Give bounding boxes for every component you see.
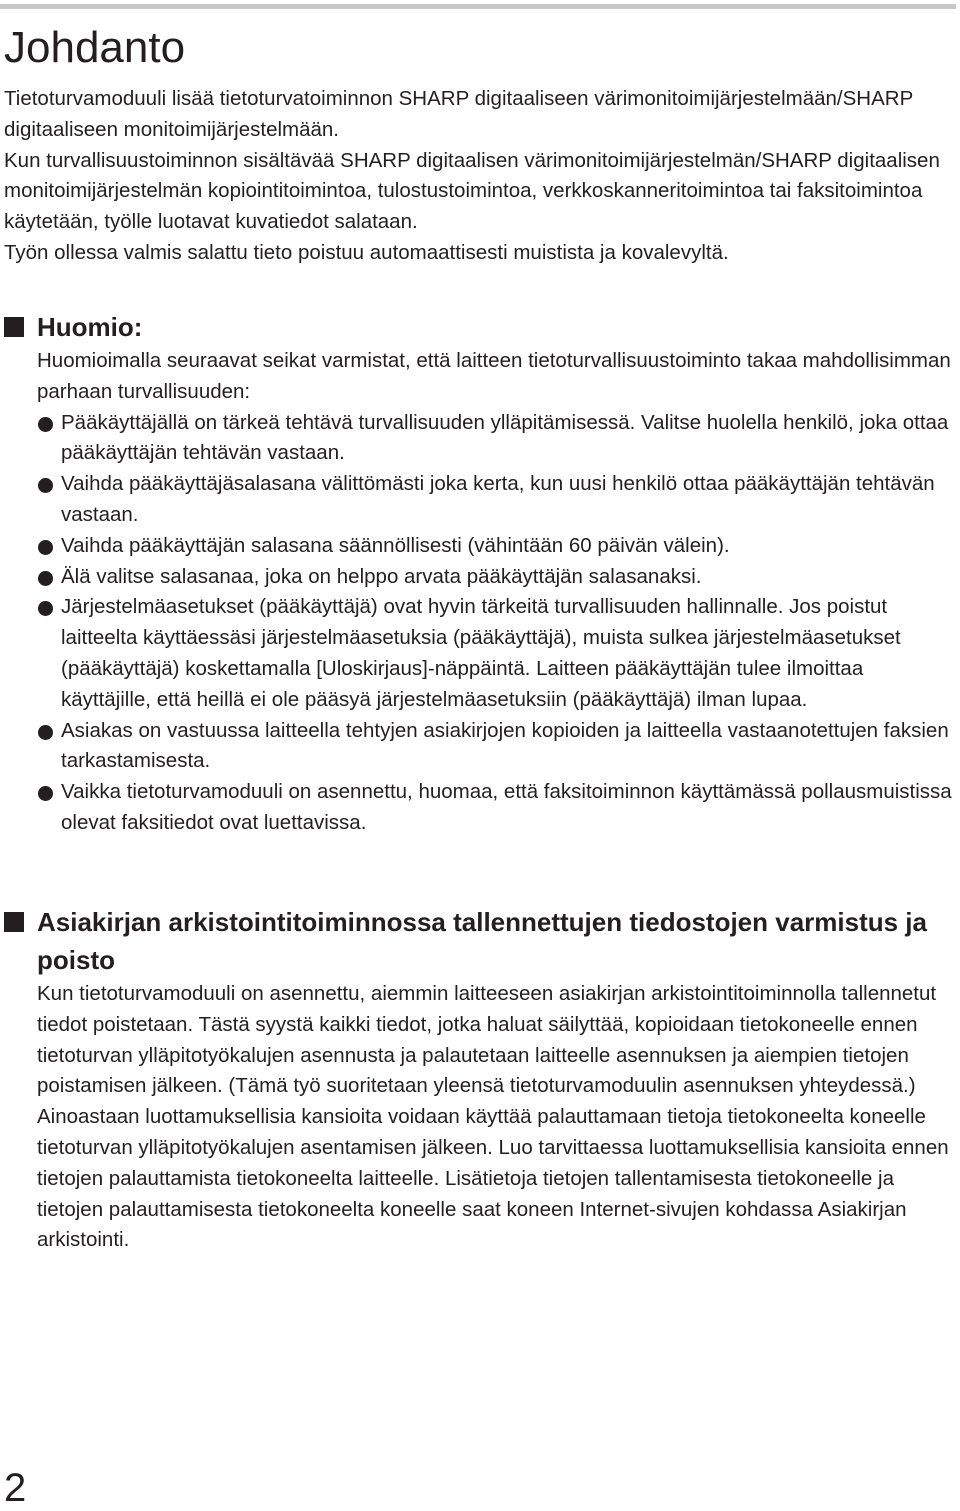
list-item-text: Vaihda pääkäyttäjäsalasana välittömästi joka kerta, kun uusi henkilö ottaa pääkäyttäjän tehtävän vastaan. xyxy=(61,472,935,526)
page-title: Johdanto xyxy=(4,23,186,72)
archive-paragraph: Ainoastaan luottamuksellisia kansioita voidaan käyttää palauttamaan tietoja tietokoneelta koneelle tietoturvan ylläpitotyökalujen asentamisen jälkeen. Luo tarvittaessa luottamuksellisia kansioita ennen tietojen palauttamista tietokoneelta laitteelle. Lisätietoja tietojen tallentamisesta tietokoneelle ja tietojen palauttamisesta tietokoneelta koneelle saat koneen Internet-sivujen kohdassa Asiakirjan arkistointi. xyxy=(37,1105,949,1252)
note-section xyxy=(4,308,956,839)
bullet-dot-icon xyxy=(38,417,53,432)
archive-heading-text: Asiakirjan arkistointitoiminnossa tallennettujen tiedostojen varmistus ja poisto xyxy=(37,907,927,975)
archive-section xyxy=(4,903,956,1256)
square-bullet-icon xyxy=(4,317,24,337)
archive-body xyxy=(4,979,956,1256)
bullet-dot-icon xyxy=(38,786,53,801)
list-item xyxy=(37,469,956,531)
list-item xyxy=(37,716,956,778)
list-item-text: Asiakas on vastuussa laitteella tehtyjen asiakirjojen kopioiden ja laitteella vastaanotettujen faksien tarkastamisesta. xyxy=(61,718,949,773)
note-bullet-list xyxy=(37,408,956,839)
page-number: 2 xyxy=(4,1466,27,1510)
list-item xyxy=(37,408,956,470)
list-item xyxy=(37,531,956,562)
bullet-dot-icon xyxy=(38,601,53,616)
intro-paragraph: Työn ollessa valmis salattu tieto poistuu automaattisesti muistista ja kovalevyltä. xyxy=(4,240,729,264)
list-item xyxy=(37,562,956,593)
list-item-text: Vaikka tietoturvamoduuli on asennettu, huomaa, että faksitoiminnon käyttämässä pollausmuistissa olevat faksitiedot ovat luettavissa. xyxy=(61,780,952,834)
list-item-text: Pääkäyttäjällä on tärkeä tehtävä turvallisuuden ylläpitämisessä. Valitse huolella henkilö, joka ottaa pääkäyttäjän tehtävän vastaan. xyxy=(61,410,949,465)
list-item-text: Vaihda pääkäyttäjän salasana säännöllisesti (vähintään 60 päivän välein). xyxy=(61,533,730,557)
list-item xyxy=(37,592,956,715)
bullet-dot-icon xyxy=(38,571,53,586)
note-heading-text: Huomio: xyxy=(37,312,143,342)
bullet-dot-icon xyxy=(38,725,53,740)
intro-text xyxy=(4,84,956,269)
archive-paragraph: Kun tietoturvamoduuli on asennettu, aiemmin laitteeseen asiakirjan arkistointitoiminnolla tallennetut tiedot poistetaan. Tästä syystä kaikki tiedot, jotka haluat säilyttää, kopioidaan tietokoneelle ennen tietoturvan ylläpitotyökalujen asennusta ja palautetaan laitteelle asennuksen ja aiempien tietojen poistamisen jälkeen. (Tämä työ suoritetaan yleensä tietoturvamoduulin asennuksen yhteydessä.) xyxy=(37,982,937,1098)
bullet-dot-icon xyxy=(38,540,53,555)
intro-paragraph: Tietoturvamoduuli lisää tietoturvatoiminnon SHARP digitaaliseen värimonitoimijärjestelmään/SHARP digitaaliseen monitoimijärjestelmään. xyxy=(4,87,913,141)
note-body xyxy=(4,346,956,839)
list-item xyxy=(37,777,956,839)
top-rule xyxy=(0,4,956,9)
note-lead: Huomioimalla seuraavat seikat varmistat, että laitteen tietoturvallisuustoiminto takaa mahdollisimman parhaan turvallisuuden: xyxy=(37,349,951,403)
bullet-dot-icon xyxy=(38,478,53,493)
archive-heading xyxy=(4,903,956,979)
list-item-text: Järjestelmäasetukset (pääkäyttäjä) ovat hyvin tärkeitä turvallisuuden hallinnalle. Jos poistut laitteelta käyttäessäsi järjestelmäasetuksia (pääkäyttäjä), muista sulkea järjestelmäasetukset (pääkäyttäjä) koskettamalla [Uloskirjaus]-näppäintä. Laitteen pääkäyttäjän tulee ilmoittaa käyttäjille, että heillä ei ole pääsyä järjestelmäasetuksiin (pääkäyttäjä) ilman lupaa. xyxy=(61,595,901,711)
note-heading xyxy=(4,308,956,346)
intro-paragraph: Kun turvallisuustoiminnon sisältävää SHARP digitaalisen värimonitoimijärjestelmän/SHARP digitaalisen monitoimijärjestelmän kopiointitoimintoa, tulostustoimintoa, verkkoskanneritoimintoa tai faksitoimintoa käytetään, työlle luotavat kuvatiedot salataan. xyxy=(4,148,940,234)
list-item-text: Älä valitse salasanaa, joka on helppo arvata pääkäyttäjän salasanaksi. xyxy=(61,564,702,588)
square-bullet-icon xyxy=(4,912,24,932)
